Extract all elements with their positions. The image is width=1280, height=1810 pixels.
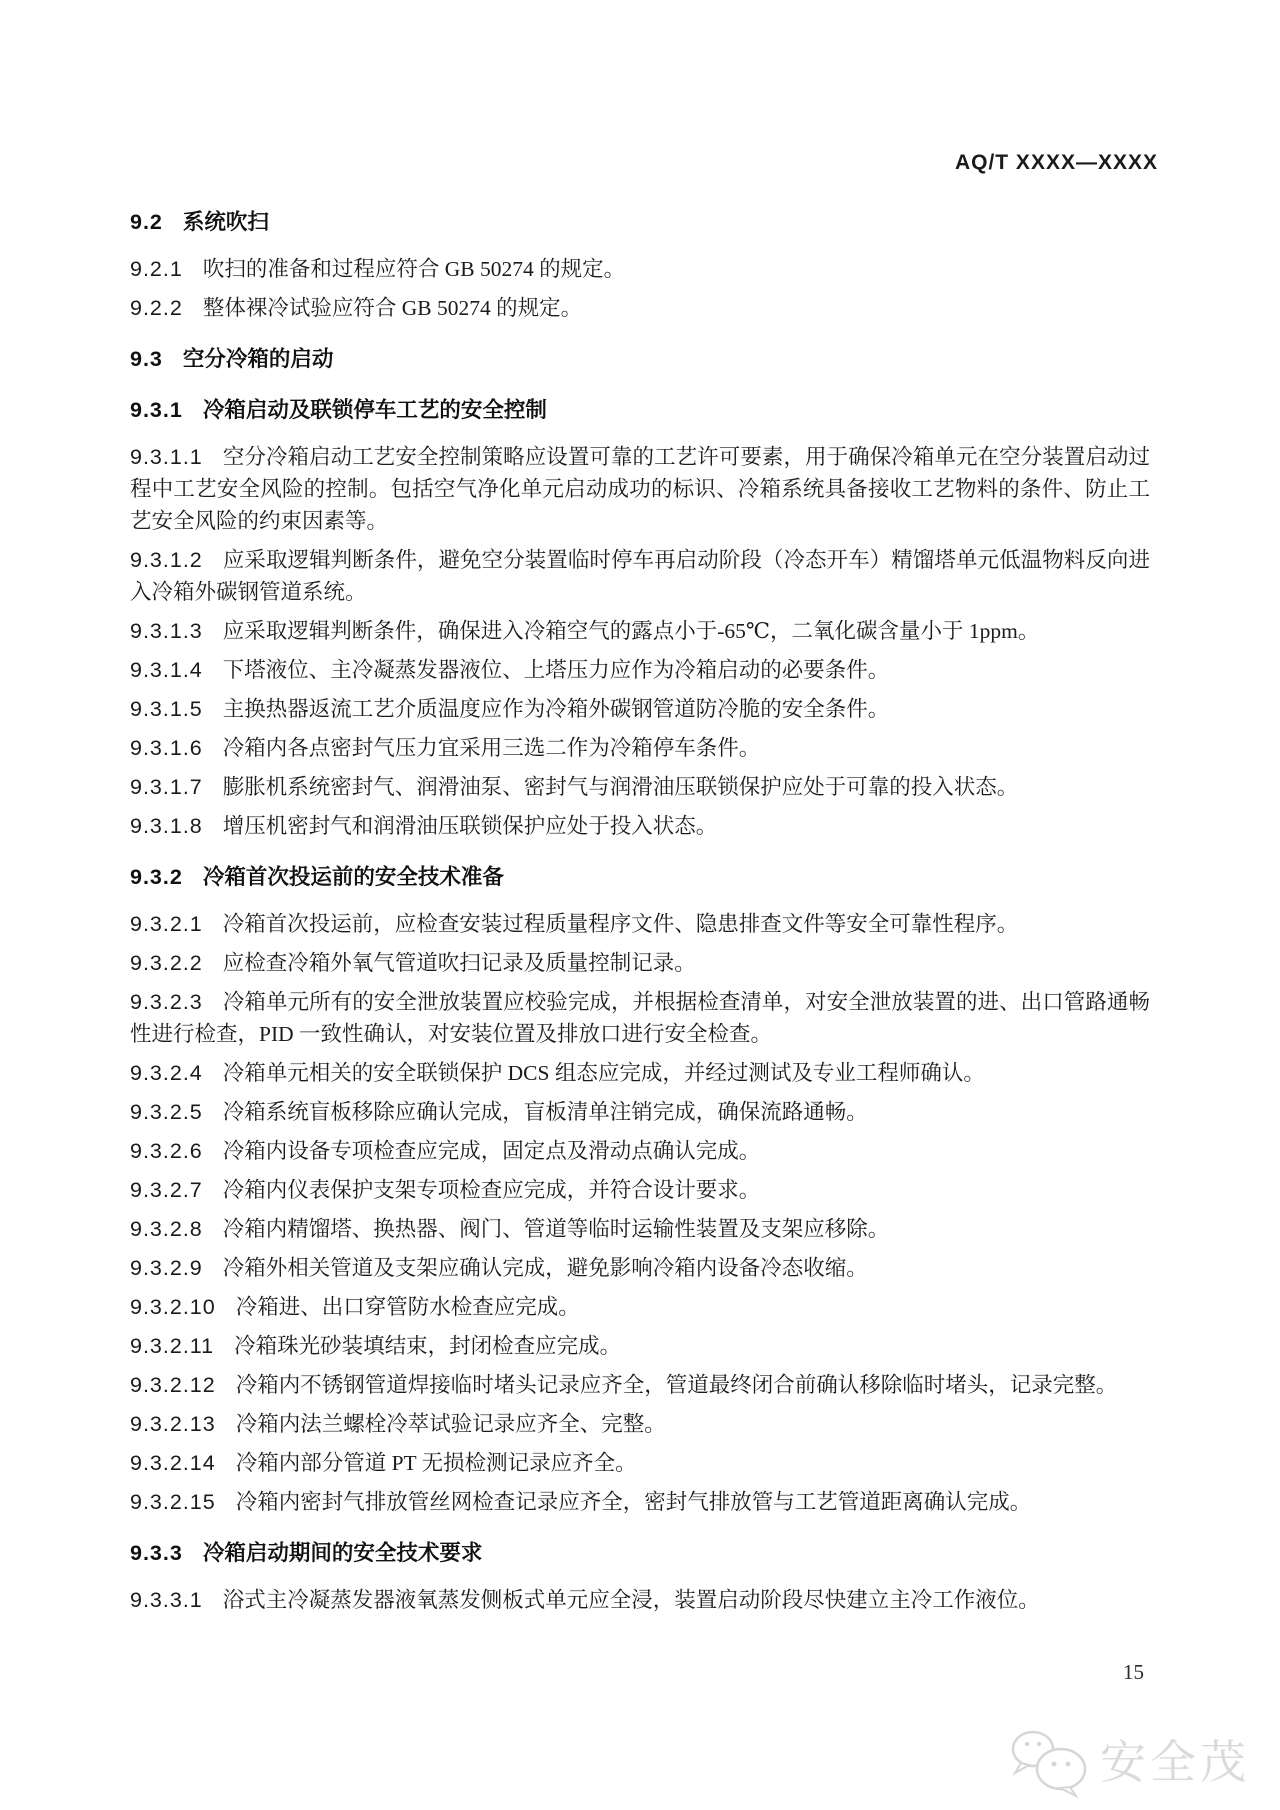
clause-text: 应采取逻辑判断条件，确保进入冷箱空气的露点小于-65℃，二氧化碳含量小于 1ppm。	[222, 619, 1040, 643]
clause-number: 9.3.3.1	[130, 1588, 203, 1612]
clause-number: 9.3.1.6	[130, 736, 203, 760]
clause-number: 9.3.2.1	[130, 912, 203, 936]
clause-9-2-2	[130, 292, 1150, 324]
clause-9-3-3-1	[130, 1584, 1150, 1616]
clause-number: 9.3.1.4	[130, 658, 203, 682]
clause-text: 冷箱珠光砂装填结束，封闭检查应完成。	[234, 1334, 622, 1358]
clause-text: 冷箱内设备专项检查应完成，固定点及滑动点确认完成。	[222, 1139, 761, 1163]
clause-text: 冷箱进、出口穿管防水检查应完成。	[235, 1295, 580, 1319]
clause-number: 9.3.2.5	[130, 1100, 203, 1124]
clause-9-3-2-4	[130, 1057, 1150, 1089]
clause-9-3-2-6	[130, 1135, 1150, 1167]
standard-code: AQ/T XXXX—XXXX	[954, 151, 1158, 174]
clause-9-3-2-7	[130, 1174, 1150, 1206]
heading-number: 9.3	[130, 347, 163, 371]
heading-number: 9.3.2	[130, 865, 183, 889]
section-heading-9-3-3	[130, 1537, 1150, 1569]
heading-text: 冷箱首次投运前的安全技术准备	[202, 865, 504, 889]
clause-9-3-2-10	[130, 1291, 1150, 1323]
clause-text: 整体裸冷试验应符合 GB 50274 的规定。	[202, 296, 583, 320]
clause-9-3-2-14	[130, 1447, 1150, 1479]
clause-9-3-2-15	[130, 1486, 1150, 1518]
clause-text: 主换热器返流工艺介质温度应作为冷箱外碳钢管道防冷脆的安全条件。	[222, 697, 890, 721]
clause-number: 9.3.2.12	[130, 1373, 216, 1397]
clause-number: 9.3.2.6	[130, 1139, 203, 1163]
clause-9-3-2-9	[130, 1252, 1150, 1284]
clause-text: 冷箱内各点密封气压力宜采用三选二作为冷箱停车条件。	[222, 736, 761, 760]
heading-number: 9.2	[130, 210, 163, 234]
clause-number: 9.3.2.15	[130, 1490, 216, 1514]
clause-number: 9.3.2.2	[130, 951, 203, 975]
clause-9-3-1-7	[130, 771, 1150, 803]
clause-text: 冷箱内密封气排放管丝网检查记录应齐全，密封气排放管与工艺管道距离确认完成。	[235, 1490, 1032, 1514]
clause-number: 9.3.2.10	[130, 1295, 216, 1319]
heading-text: 冷箱启动及联锁停车工艺的安全控制	[202, 398, 547, 422]
clause-text: 冷箱系统盲板移除应确认完成，盲板清单注销完成，确保流路通畅。	[222, 1100, 868, 1124]
clause-number: 9.3.1.8	[130, 814, 203, 838]
clause-number: 9.2.1	[130, 257, 183, 281]
clause-number: 9.3.2.13	[130, 1412, 216, 1436]
section-heading-9-3-2	[130, 861, 1150, 893]
clause-text: 冷箱内精馏塔、换热器、阀门、管道等临时运输性装置及支架应移除。	[222, 1217, 890, 1241]
section-heading-9-2	[130, 206, 1150, 238]
clause-9-3-1-6	[130, 732, 1150, 764]
clause-number: 9.3.2.8	[130, 1217, 203, 1241]
clause-9-3-2-2	[130, 947, 1150, 979]
clause-text: 应采取逻辑判断条件，避免空分装置临时停车再启动阶段（冷态开车）精馏塔单元低温物料反向进入冷箱外碳钢管道系统。	[130, 548, 1150, 604]
section-heading-9-3-1	[130, 394, 1150, 426]
heading-text: 系统吹扫	[182, 210, 269, 234]
watermark-label: 安全茂	[1100, 1736, 1250, 1788]
clause-9-3-2-11	[130, 1330, 1150, 1362]
clause-9-3-2-12	[130, 1369, 1150, 1401]
clause-number: 9.3.1.2	[130, 548, 203, 572]
clause-text: 增压机密封气和润滑油压联锁保护应处于投入状态。	[222, 814, 718, 838]
clause-text: 冷箱单元所有的安全泄放装置应校验完成，并根据检查清单，对安全泄放装置的进、出口管路通畅性进行检查，PID 一致性确认，对安装位置及排放口进行安全检查。	[130, 990, 1150, 1046]
clause-number: 9.3.2.14	[130, 1451, 216, 1475]
clause-text: 空分冷箱启动工艺安全控制策略应设置可靠的工艺许可要素，用于确保冷箱单元在空分装置启动过程中工艺安全风险的控制。包括空气净化单元启动成功的标识、冷箱系统具备接收工艺物料的条件、防止工艺安全风险的约束因素等。	[130, 445, 1150, 533]
clause-text: 冷箱单元相关的安全联锁保护 DCS 组态应完成，并经过测试及专业工程师确认。	[222, 1061, 985, 1085]
heading-number: 9.3.3	[130, 1541, 183, 1565]
clause-number: 9.2.2	[130, 296, 183, 320]
clause-number: 9.3.2.3	[130, 990, 203, 1014]
clause-9-3-1-1	[130, 441, 1150, 537]
clause-9-2-1	[130, 253, 1150, 285]
clause-9-3-1-2	[130, 544, 1150, 608]
clause-text: 冷箱内法兰螺栓冷萃试验记录应齐全、完整。	[235, 1412, 666, 1436]
heading-number: 9.3.1	[130, 398, 183, 422]
watermark	[1008, 1726, 1250, 1798]
clause-text: 冷箱内仪表保护支架专项检查应完成，并符合设计要求。	[222, 1178, 761, 1202]
clause-9-3-1-3	[130, 615, 1150, 647]
clause-text: 下塔液位、主冷凝蒸发器液位、上塔压力应作为冷箱启动的必要条件。	[222, 658, 890, 682]
document-body	[130, 0, 1150, 1616]
clause-9-3-2-13	[130, 1408, 1150, 1440]
heading-text: 空分冷箱的启动	[182, 347, 334, 371]
clause-number: 9.3.2.4	[130, 1061, 203, 1085]
section-heading-9-3	[130, 343, 1150, 375]
clause-number: 9.3.1.3	[130, 619, 203, 643]
clause-text: 吹扫的准备和过程应符合 GB 50274 的规定。	[202, 257, 626, 281]
clause-text: 冷箱首次投运前，应检查安装过程质量程序文件、隐患排查文件等安全可靠性程序。	[222, 912, 1019, 936]
clause-9-3-2-1	[130, 908, 1150, 940]
clause-number: 9.3.2.11	[130, 1334, 215, 1358]
clause-text: 冷箱外相关管道及支架应确认完成，避免影响冷箱内设备冷态收缩。	[222, 1256, 868, 1280]
wechat-logo-icon	[1008, 1726, 1092, 1798]
page-number: 15	[1123, 1660, 1144, 1684]
clause-number: 9.3.2.7	[130, 1178, 203, 1202]
clause-text: 冷箱内部分管道 PT 无损检测记录应齐全。	[235, 1451, 637, 1475]
clause-9-3-2-5	[130, 1096, 1150, 1128]
clause-text: 膨胀机系统密封气、润滑油泵、密封气与润滑油压联锁保护应处于可靠的投入状态。	[222, 775, 1019, 799]
clause-9-3-2-3	[130, 986, 1150, 1050]
clause-number: 9.3.2.9	[130, 1256, 203, 1280]
clause-number: 9.3.1.7	[130, 775, 203, 799]
heading-text: 冷箱启动期间的安全技术要求	[202, 1541, 483, 1565]
clause-9-3-1-8	[130, 810, 1150, 842]
clause-number: 9.3.1.5	[130, 697, 203, 721]
clause-number: 9.3.1.1	[130, 445, 203, 469]
clause-9-3-1-5	[130, 693, 1150, 725]
clause-text: 浴式主冷凝蒸发器液氧蒸发侧板式单元应全浸，装置启动阶段尽快建立主冷工作液位。	[222, 1588, 1040, 1612]
clause-9-3-2-8	[130, 1213, 1150, 1245]
clause-text: 冷箱内不锈钢管道焊接临时堵头记录应齐全，管道最终闭合前确认移除临时堵头，记录完整。	[235, 1373, 1118, 1397]
clause-text: 应检查冷箱外氧气管道吹扫记录及质量控制记录。	[222, 951, 696, 975]
clause-9-3-1-4	[130, 654, 1150, 686]
